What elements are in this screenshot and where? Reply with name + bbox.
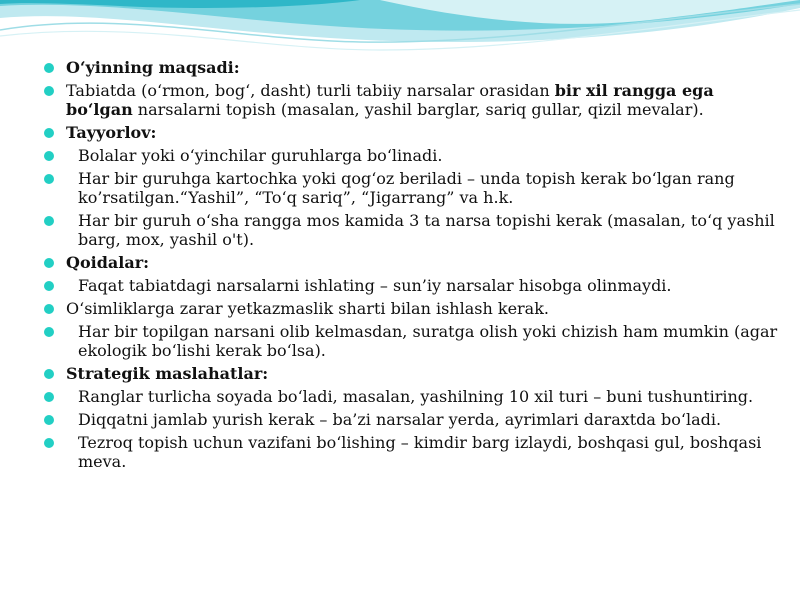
bullet-text: Har bir guruhga kartochka yoki qog‘oz beriladi – unda topish kerak bo‘lgan rang ko’rsatilgan.“Yashil”, “To‘q sariq”, “Jigarrang” va h.k. xyxy=(78,169,735,207)
bullet-dot-icon xyxy=(44,151,54,161)
bullet-text xyxy=(66,81,780,119)
bullet-text: Faqat tabiatdagi narsalarni ishlating – sun’iy narsalar hisobga olinmaydi. xyxy=(78,276,672,295)
bullet-dot-icon xyxy=(44,281,54,291)
bullet-dot-icon xyxy=(44,438,54,448)
bullet-item xyxy=(40,169,780,207)
bullet-text: Har bir guruh o‘sha rangga mos kamida 3 ta narsa topishi kerak (masalan, to‘q yashil barg, mox, yashil o't). xyxy=(78,211,775,249)
bullet-text: Har bir topilgan narsani olib kelmasdan, suratga olish yoki chizish ham mumkin (agar ekologik bo‘lishi kerak bo‘lsa). xyxy=(78,322,778,360)
bullet-text: O‘simliklarga zarar yetkazmaslik sharti bilan ishlash kerak. xyxy=(66,299,549,318)
bullet-text: O‘yinning maqsadi: xyxy=(66,58,240,77)
bullet-dot-icon xyxy=(44,327,54,337)
slide-content xyxy=(40,58,780,475)
bullet-text: Tayyorlov: xyxy=(66,123,157,142)
text-run: narsalarni topish (masalan, yashil barglar, sariq gullar, qizil mevalar). xyxy=(132,100,704,119)
bold-text-run: bir xil rangga ega bo‘lgan xyxy=(66,81,714,119)
bullet-dot-icon xyxy=(44,415,54,425)
bullet-dot-icon xyxy=(44,86,54,96)
bullet-item xyxy=(40,146,780,165)
bullet-dot-icon xyxy=(44,174,54,184)
bullet-text: Diqqatni jamlab yurish kerak – ba’zi narsalar yerda, ayrimlari daraxtda bo‘ladi. xyxy=(78,410,722,429)
bullet-item xyxy=(40,276,780,295)
bullet-dot-icon xyxy=(44,392,54,402)
bullet-item xyxy=(40,410,780,429)
bullet-dot-icon xyxy=(44,128,54,138)
bullet-dot-icon xyxy=(44,369,54,379)
bullet-text: Ranglar turlicha soyada bo‘ladi, masalan, yashilning 10 xil turi – buni tushuntiring. xyxy=(78,387,754,406)
bullet-item xyxy=(40,387,780,406)
bullet-item xyxy=(40,299,780,318)
bullet-text: Tezroq topish uchun vazifani bo‘lishing – kimdir barg izlaydi, boshqasi gul, boshqasi meva. xyxy=(78,433,762,471)
text-run: Tabiatda (o‘rmon, bog‘, dasht) turli tabiiy narsalar orasidan xyxy=(66,81,555,100)
bullet-item xyxy=(40,322,780,360)
bullet-item xyxy=(40,211,780,249)
section-heading xyxy=(40,364,780,383)
bullet-dot-icon xyxy=(44,216,54,226)
section-heading xyxy=(40,253,780,272)
bullet-item xyxy=(40,81,780,119)
bullet-dot-icon xyxy=(44,258,54,268)
bullet-text: Bolalar yoki o‘yinchilar guruhlarga bo‘linadi. xyxy=(78,146,443,165)
section-heading xyxy=(40,123,780,142)
bullet-item xyxy=(40,433,780,471)
bullet-dot-icon xyxy=(44,63,54,73)
bullet-text: Strategik maslahatlar: xyxy=(66,364,269,383)
bullet-dot-icon xyxy=(44,304,54,314)
bullet-text: Qoidalar: xyxy=(66,253,150,272)
section-heading xyxy=(40,58,780,77)
